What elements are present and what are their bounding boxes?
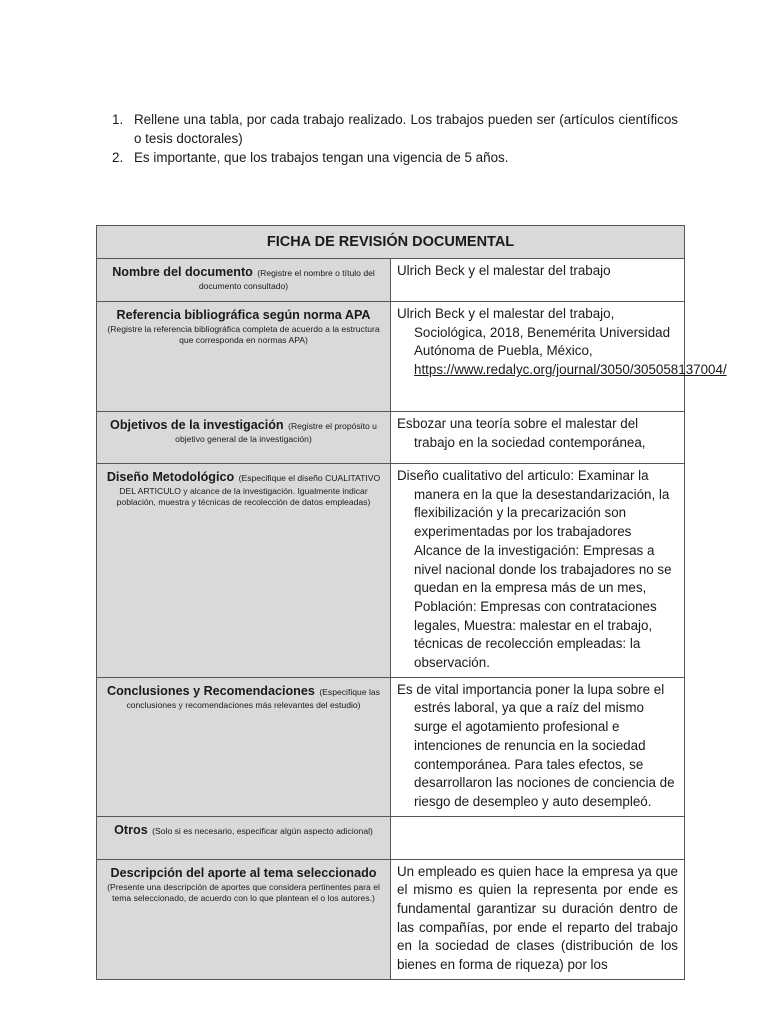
row-label-cell — [97, 302, 391, 412]
row-label: Diseño Metodológico — [106, 470, 235, 484]
row-hint: (Registre la referencia bibliográfica completa de acuerdo a la estructura que corresponda en normas APA) — [107, 324, 380, 345]
review-table — [96, 225, 727, 980]
reference-link[interactable]: https://www.redalyc.org/journal/3050/305058137004/ — [414, 362, 727, 378]
table-row — [97, 464, 685, 678]
row-label-cell — [97, 259, 391, 302]
table-row — [97, 677, 685, 816]
table-row — [97, 859, 685, 979]
table-row — [97, 412, 685, 464]
row-value-cell — [391, 859, 685, 979]
row-value[interactable]: Diseño cualitativo del articulo: Examinar la manera en la que la desestandarización, la flexibilización y la precarización son experimentadas por los trabajadores Alcance de la investigación: Empresas a nivel nacional donde los trabajadores no se quedan en la empresa más de un mes, Población: Empresas con contrataciones legales, Muestra: malestar en el trabajo, técnicas de recolección empleadas: la observación. — [397, 468, 672, 671]
instruction-item — [112, 148, 678, 167]
row-value[interactable]: Esbozar una teoría sobre el malestar del trabajo en la sociedad contemporánea, — [397, 416, 646, 450]
row-hint: (Presente una descripción de aportes que considera pertinentes para el tema seleccionado, de acuerdo con lo que plantean el o los autores.) — [107, 881, 380, 903]
table-row — [97, 816, 685, 859]
row-value-cell — [391, 464, 685, 678]
row-value-cell — [391, 302, 727, 412]
instruction-number: 2. — [112, 150, 124, 165]
row-label-cell — [97, 816, 391, 859]
instruction-item — [112, 110, 678, 148]
row-label: Referencia bibliográfica según norma APA — [116, 308, 371, 322]
row-value[interactable]: Es de vital importancia poner la lupa sobre el estrés laboral, ya que a raíz del mismo surge el agotamiento profesional e intenciones de renuncia en la sociedad contemporánea. Para tales efectos, se desarrollaron las nociones de conciencia de riesgo de desempleo y auto desempleó. — [397, 681, 675, 809]
row-label: Otros — [114, 822, 148, 837]
row-hint: (Especifique el diseño CUALITATIVO DEL ARTICULO y alcance de la investigación. Igualmente indicar población, muestra y técnicas de recolección de datos empleadas) — [116, 473, 381, 507]
instruction-text: Es importante, que los trabajos tengan una vigencia de 5 años. — [134, 150, 509, 165]
instruction-text: Rellene una tabla, por cada trabajo realizado. Los trabajos pueden ser (artículos científicos o tesis doctorales) — [134, 112, 678, 146]
row-hint: (Especifique las conclusiones y recomendaciones más relevantes del estudio) — [126, 686, 380, 710]
reference-text: Ulrich Beck y el malestar del trabajo, Sociológica, 2018, Benemérita Universidad Autónoma de Puebla, México, — [397, 306, 671, 359]
instruction-number: 1. — [112, 112, 124, 127]
row-label-cell — [97, 464, 391, 678]
row-value[interactable] — [397, 305, 727, 380]
table-row — [97, 302, 685, 412]
row-value[interactable]: Un empleado es quien hace la empresa ya que el mismo es quien la representa por ende es fundamental garantizar su duración dentro de las compañías, por ende el reparto del trabajo en la sociedad de clases (distribución de los bienes en forma de riqueza) por los — [397, 863, 678, 973]
row-value[interactable]: Ulrich Beck y el malestar del trabajo — [397, 263, 611, 278]
row-label-cell — [97, 412, 391, 464]
table-title: FICHA DE REVISIÓN DOCUMENTAL — [97, 226, 685, 259]
row-label: Descripción del aporte al tema seleccionado — [110, 865, 377, 880]
row-label-cell — [97, 677, 391, 816]
row-hint: (Registre el propósito u objetivo general de la investigación) — [175, 421, 377, 444]
row-value-cell — [391, 259, 685, 302]
row-label: Conclusiones y Recomendaciones — [107, 683, 315, 698]
instructions-list — [112, 110, 678, 167]
row-hint: (Registre el nombre o título del documento consultado) — [198, 268, 375, 291]
row-value-cell — [391, 412, 685, 464]
row-label: Nombre del documento — [112, 265, 253, 279]
row-value-cell — [391, 677, 685, 816]
row-label: Objetivos de la investigación — [110, 418, 284, 432]
table-title-row — [97, 226, 685, 259]
row-value-cell — [391, 816, 685, 859]
row-label-cell — [97, 859, 391, 979]
table-row — [97, 259, 685, 302]
row-hint: (Solo si es necesario, especificar algún aspecto adicional) — [152, 825, 373, 836]
